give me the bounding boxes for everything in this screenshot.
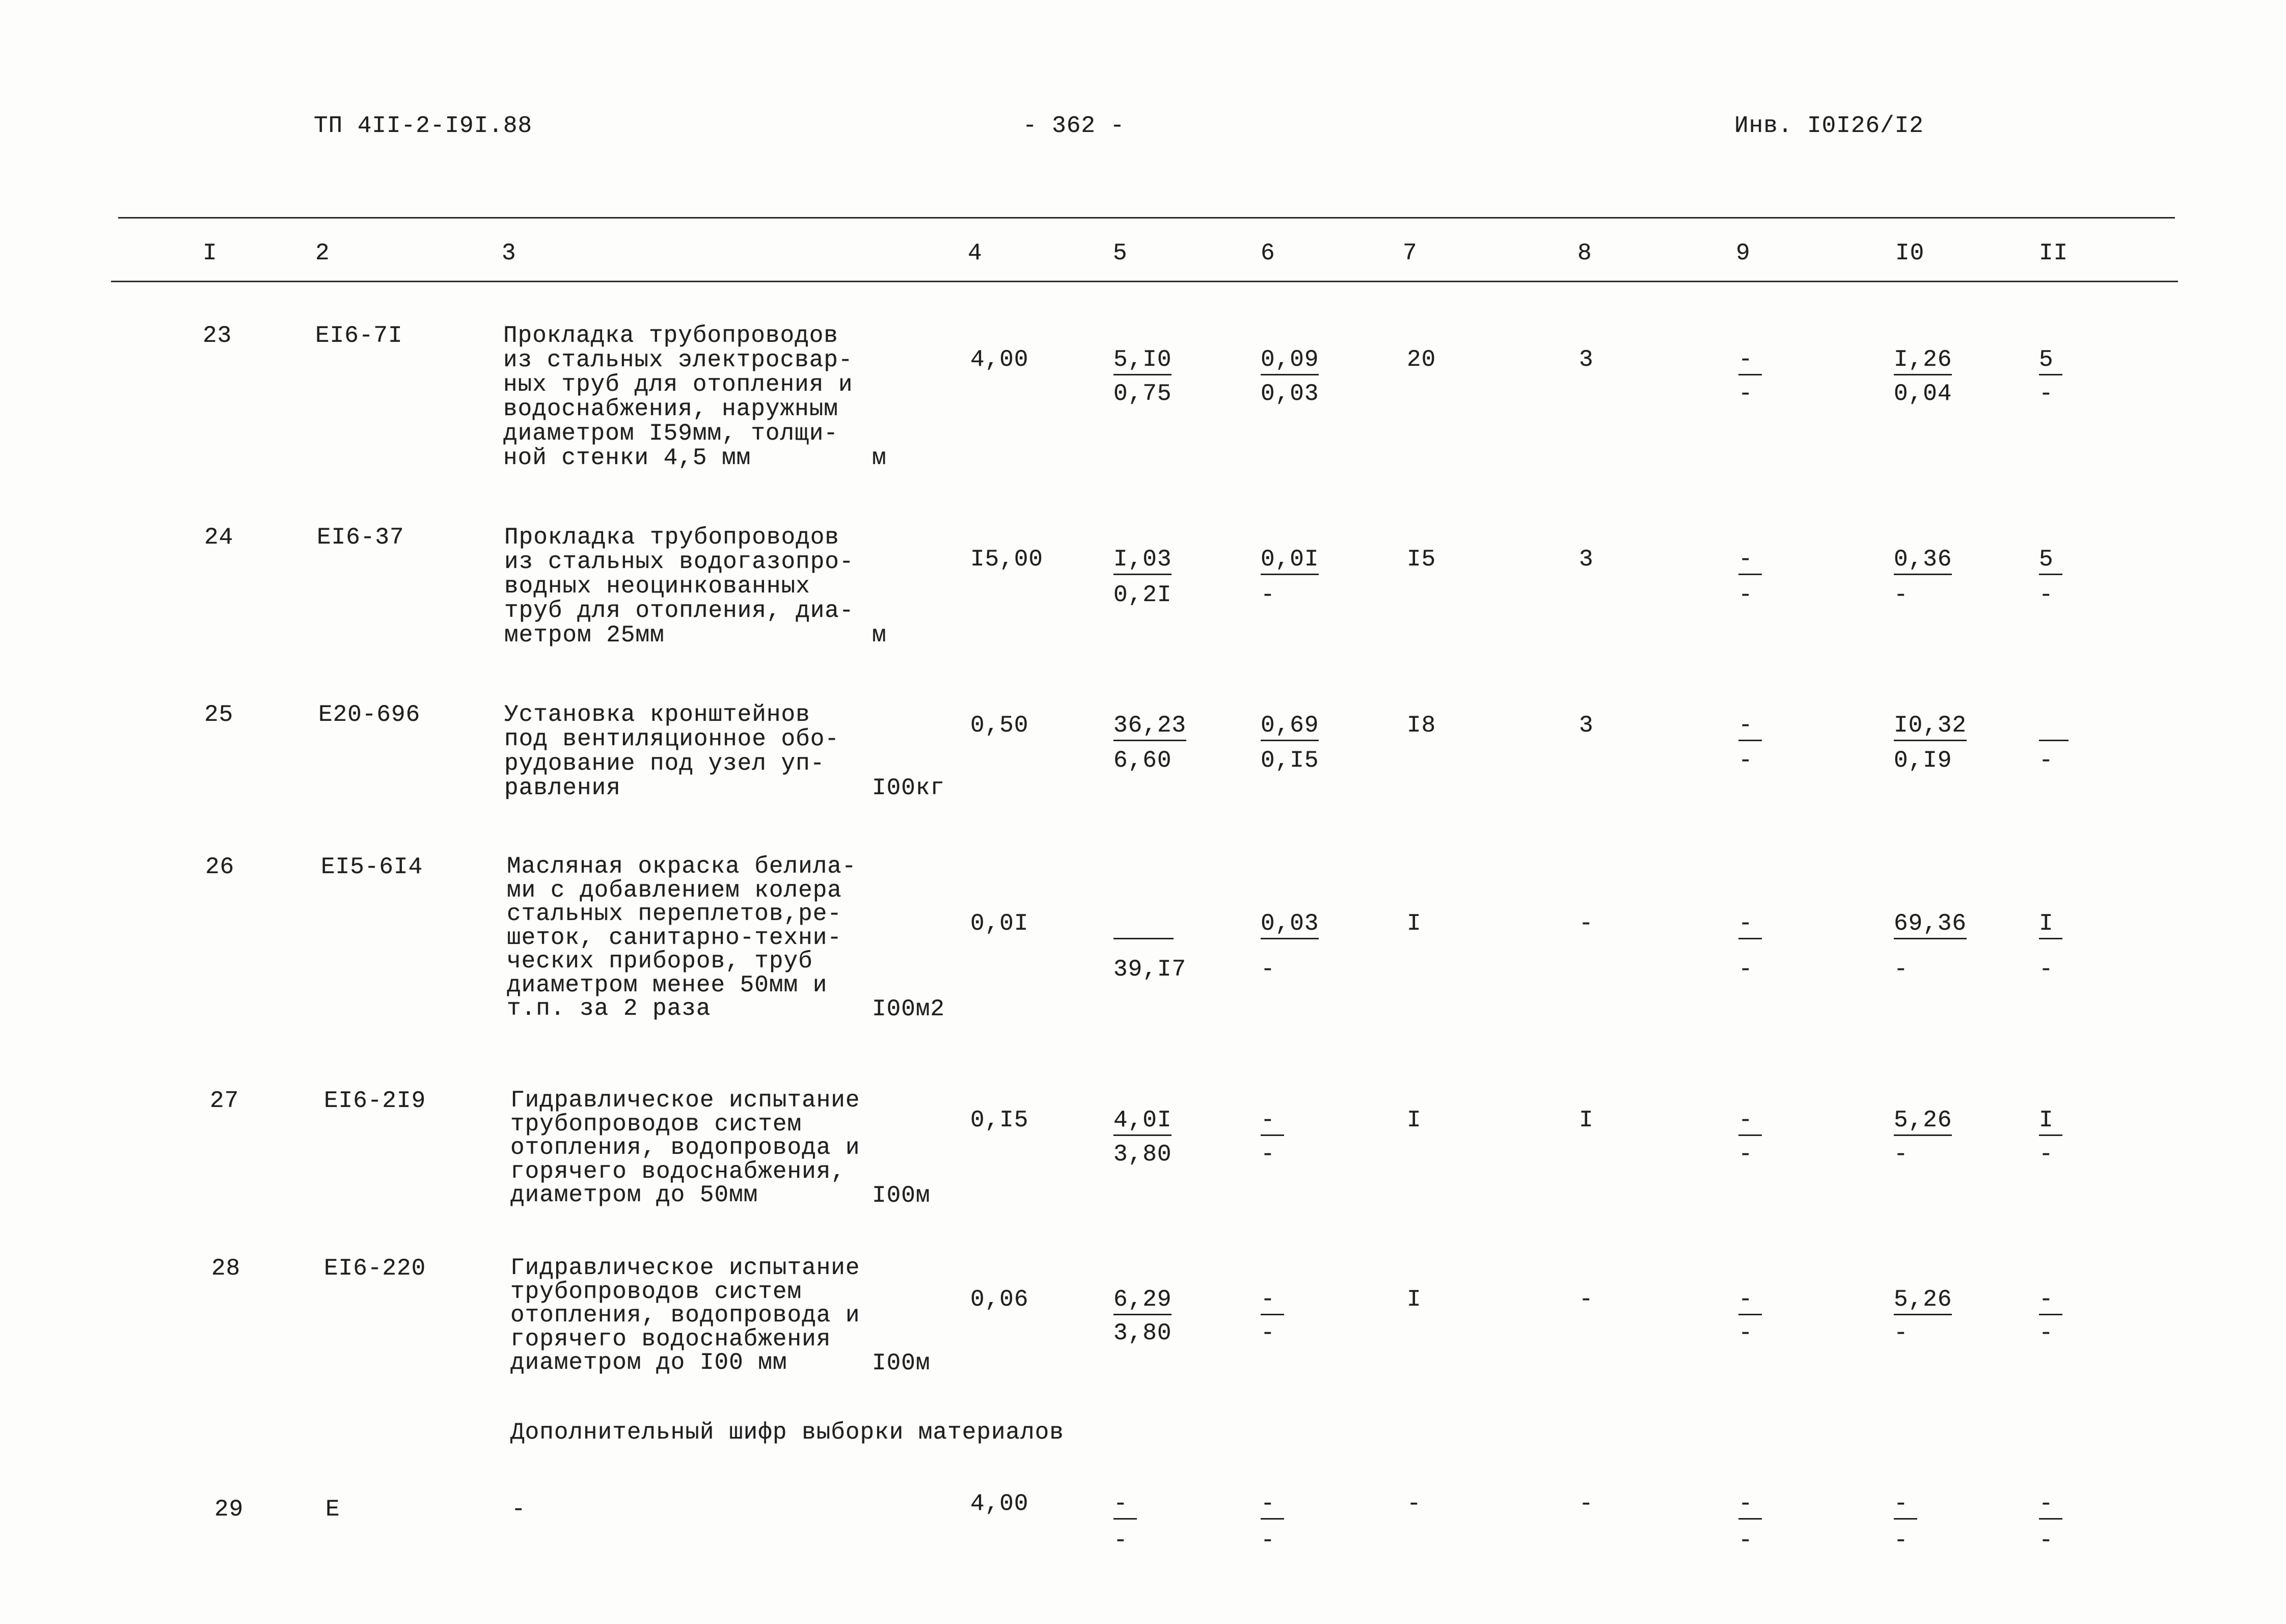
col-11-denominator: - [2039,1320,2054,1346]
col-11-denominator: - [2039,381,2054,407]
col-10-denominator: - [1894,1527,1909,1554]
col-5-numerator: 6,29 [1113,1287,1172,1315]
col-9-numerator: - [1738,911,1762,939]
col-9-denominator: - [1738,381,1753,407]
col-8-value: - [1579,910,1594,937]
col-10-denominator: - [1894,1141,1909,1168]
row-number: 24 [204,524,234,551]
col-11-numerator: 5 [2039,347,2062,375]
col-8-value: - [1579,1491,1594,1517]
column-header-5: 5 [1113,240,1128,266]
column-header-10: I0 [1895,240,1925,266]
work-description [510,1089,860,1207]
col-9-denominator: - [1738,1141,1753,1168]
description-line: диаметром I59мм, толщи- [503,420,838,447]
description-line: под вентиляционное обо- [504,726,839,752]
col-6-numerator: 0,03 [1261,911,1319,939]
col-10-numerator: 69,36 [1894,911,1967,939]
col-10-numerator: 5,26 [1894,1287,1952,1315]
description-line: диаметром менее 50мм и [507,971,828,998]
rate-code: ЕI6-2I9 [324,1088,426,1114]
description-line: Прокладка трубопроводов [504,524,839,551]
description-line: трубопроводов систем [510,1278,802,1305]
col-8-value: - [1579,1286,1594,1313]
col-5-numerator: - [1113,1492,1137,1520]
row-number: 25 [204,701,234,728]
col-6-numerator: 0,09 [1261,347,1319,375]
description-line: горячего водоснабжения [510,1325,831,1352]
col-11-denominator: - [2039,582,2054,608]
col-5-denominator: 0,2I [1113,582,1172,608]
col-11-denominator: - [2039,747,2054,774]
row-number: 29 [214,1496,244,1523]
quantity: 0,I5 [970,1107,1029,1133]
description-line: Прокладка трубопроводов [503,322,838,349]
row-number: 26 [205,854,235,880]
description-line: ми с добавлением колера [507,877,842,904]
description-line: Гидравлическое испытание [510,1255,860,1281]
description-line: горячего водоснабжения, [510,1158,846,1185]
work-description [510,1256,860,1375]
col-9-numerator: - [1738,713,1762,741]
doc-code: ТП 4II-2-I9I.88 [314,113,533,139]
col-11-numerator: - [2039,1492,2062,1520]
col-10-denominator: - [1894,1320,1909,1346]
col-9-denominator: - [1738,1320,1753,1346]
work-description [507,855,857,1021]
description-line: стальных переплетов,ре- [507,901,842,927]
col-6-numerator: 0,0I [1261,547,1319,575]
col-11-denominator: - [2039,1527,2054,1554]
unit-of-measure: I00м [872,1182,931,1209]
row-number: 28 [211,1255,241,1282]
col-5-denominator: 0,75 [1113,381,1172,407]
col-9-numerator: - [1738,1492,1762,1520]
col-5-numerator: I,03 [1113,547,1172,575]
row-number: 23 [203,322,232,349]
section-note: Дополнительный шифр выборки материалов [510,1419,1064,1446]
col-6-denominator: 0,03 [1261,381,1319,407]
col-9-numerator: - [1738,347,1762,375]
column-header-11: II [2039,240,2069,266]
quantity: 0,50 [970,712,1029,739]
quantity: 4,00 [970,346,1029,373]
col-5-denominator: 3,80 [1113,1141,1172,1168]
col-6-denominator: - [1261,582,1275,608]
col-5-denominator: 39,I7 [1113,956,1187,983]
rate-code: Е [325,1496,340,1523]
col-10-denominator: - [1894,582,1909,608]
col-10-numerator: 0,36 [1894,547,1952,575]
col-7-value: 20 [1407,346,1436,373]
rate-code: ЕI5-6I4 [321,854,423,880]
description-line: рудование под узел уп- [504,750,825,777]
description-line: ных труб для отопления и [503,371,853,398]
unit-of-measure: I00м [872,1350,931,1376]
col-8-value: 3 [1579,346,1594,373]
description-line: водных неоцинкованных [504,573,810,600]
col-11-denominator: - [2039,1141,2054,1168]
col-6-numerator: 0,69 [1261,713,1319,741]
col-11-numerator: 5 [2039,547,2062,575]
col-6-denominator: - [1261,1527,1275,1554]
col-6-numerator: - [1261,1108,1284,1136]
description-line: отопления, водопровода и [510,1302,860,1329]
col-10-numerator: I0,32 [1894,713,1967,741]
description-line: отопления, водопровода и [510,1134,860,1161]
quantity: I5,00 [970,546,1044,573]
col-11-numerator [2039,713,2069,741]
column-header-6: 6 [1261,240,1275,266]
column-header-8: 8 [1577,240,1592,266]
col-10-denominator: 0,I9 [1894,747,1952,774]
col-9-denominator: - [1738,1527,1753,1554]
col-5-denominator: 3,80 [1113,1320,1172,1346]
description-line: из стальных водогазопро- [504,549,854,575]
description-line: т.п. за 2 раза [507,995,711,1022]
table-header-rule [111,281,2178,282]
description-line: Установка кронштейнов [504,701,810,728]
col-10-numerator: 5,26 [1894,1108,1952,1136]
col-7-value: I [1407,1107,1422,1133]
description-line: метром 25мм [504,622,665,648]
row-number: 27 [210,1088,239,1114]
col-9-denominator: - [1738,747,1753,774]
col-7-value: - [1407,1491,1422,1517]
col-9-numerator: - [1738,1287,1762,1315]
col-9-numerator: - [1738,1108,1762,1136]
col-7-value: I5 [1407,546,1436,573]
col-6-denominator: - [1261,1141,1275,1168]
col-8-value: 3 [1579,546,1594,573]
table-top-rule [118,217,2175,219]
col-7-value: I [1407,910,1422,937]
work-description [504,525,854,647]
page-number: - 362 - [1023,113,1125,139]
col-5-numerator: 5,I0 [1113,347,1172,375]
description-line: труб для отопления, диа- [504,598,854,624]
unit-of-measure: I00м2 [872,996,945,1022]
description-line: шеток, санитарно-техни- [507,924,842,951]
quantity: 4,00 [970,1491,1029,1517]
inventory-number: Инв. I0I26/I2 [1734,113,1924,139]
description-line: - [511,1496,526,1523]
description-line: диаметром до 50мм [510,1182,758,1208]
description-line: из стальных электросвар- [503,347,853,373]
col-6-denominator: - [1261,1320,1275,1346]
column-header-2: 2 [315,240,330,266]
column-header-3: 3 [502,240,516,266]
rate-code: Е20-696 [318,701,421,728]
description-line: Масляная окраска белила- [507,853,857,880]
description-line: водоснабжения, наружным [503,396,838,422]
work-description [511,1497,526,1522]
col-6-numerator: - [1261,1492,1284,1520]
rate-code: ЕI6-37 [317,524,404,551]
col-9-denominator: - [1738,956,1753,983]
column-header-7: 7 [1403,240,1418,266]
col-11-denominator: - [2039,956,2054,983]
col-11-numerator: I [2039,1108,2062,1136]
col-5-numerator: 4,0I [1113,1108,1172,1136]
rate-code: ЕI6-220 [324,1255,426,1282]
unit-of-measure: I00кг [872,775,945,801]
column-header-1: I [203,240,217,266]
col-11-numerator: I [2039,911,2062,939]
col-8-value: 3 [1579,712,1594,739]
col-5-numerator [1113,911,1174,939]
col-10-denominator: - [1894,956,1909,983]
work-description [504,702,839,800]
col-9-numerator: - [1738,547,1762,575]
work-description [503,323,853,470]
description-line: трубопроводов систем [510,1111,802,1138]
col-5-numerator: 36,23 [1113,713,1186,741]
col-7-value: I [1407,1286,1422,1313]
description-line: равления [504,775,621,801]
col-5-denominator: 6,60 [1113,747,1172,774]
quantity: 0,06 [970,1286,1029,1313]
col-5-denominator: - [1113,1527,1128,1554]
description-line: диаметром до I00 мм [510,1349,787,1376]
col-11-numerator: - [2039,1287,2062,1315]
col-8-value: I [1579,1107,1594,1133]
column-header-9: 9 [1736,240,1751,266]
description-line: Гидравлическое испытание [510,1087,860,1114]
quantity: 0,0I [970,910,1029,937]
rate-code: ЕI6-7I [315,322,403,349]
col-10-denominator: 0,04 [1894,381,1952,407]
column-header-4: 4 [968,240,983,266]
description-line: ческих приборов, труб [507,948,813,975]
col-9-denominator: - [1738,582,1753,608]
col-6-denominator: - [1261,956,1275,983]
description-line: ной стенки 4,5 мм [503,445,751,471]
col-6-numerator: - [1261,1287,1284,1315]
col-10-numerator: I,26 [1894,347,1952,375]
unit-of-measure: м [872,445,887,471]
col-7-value: I8 [1407,712,1436,739]
unit-of-measure: м [872,622,887,648]
col-10-numerator: - [1894,1492,1917,1520]
col-6-denominator: 0,I5 [1261,747,1319,774]
